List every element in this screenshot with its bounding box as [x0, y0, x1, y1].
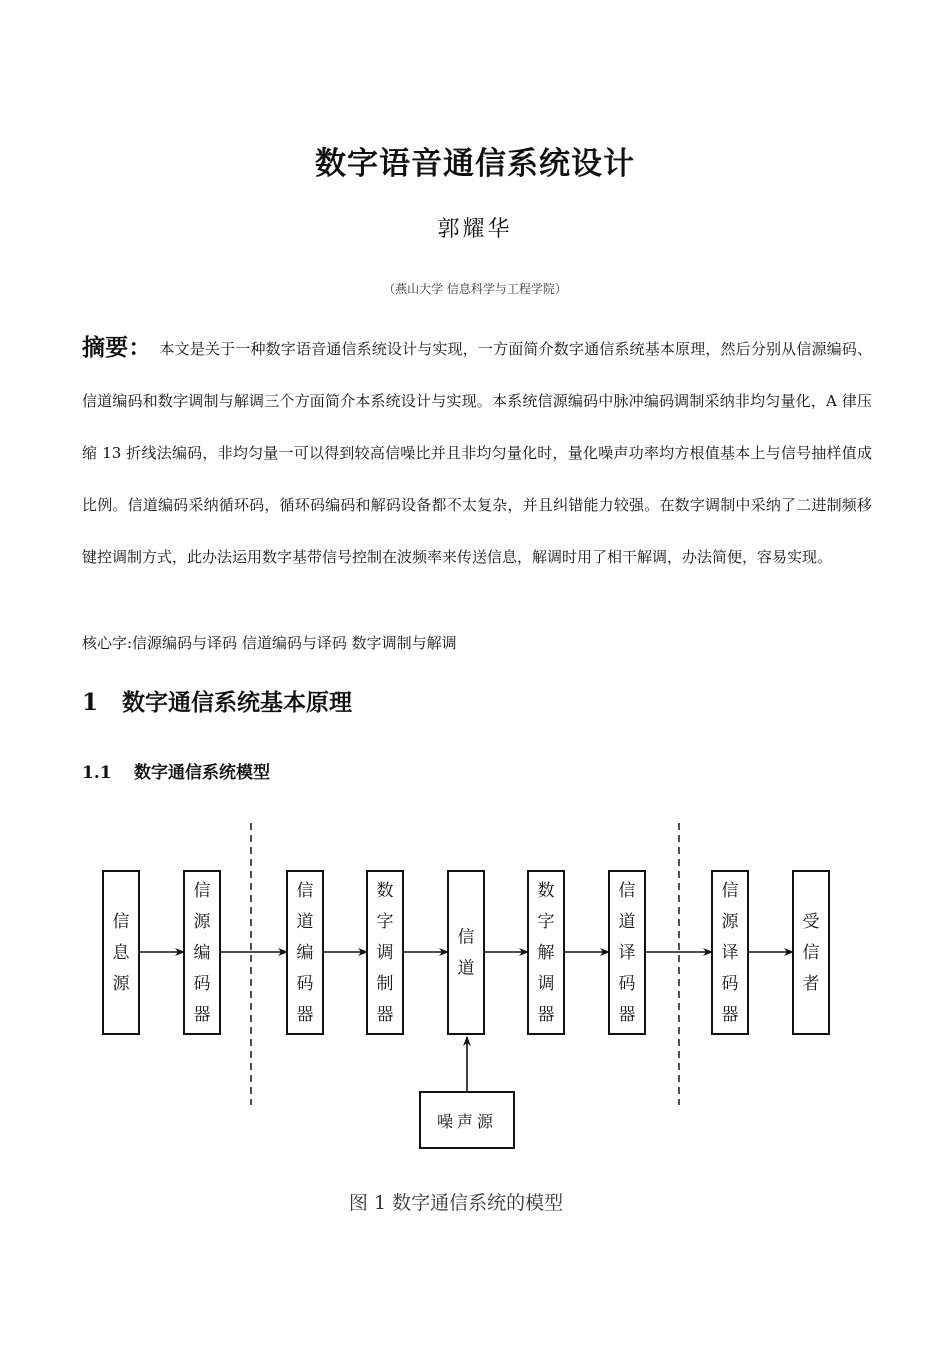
subsection-heading-1-1 — [82, 758, 270, 783]
subsection-number: 1.1 — [82, 763, 112, 783]
channel-encoder-label: 信道编码器 — [296, 881, 314, 1025]
section-title: 数字通信系统基本原理 — [122, 690, 352, 716]
abstract-paragraph — [82, 322, 872, 583]
abstract-text: 本文是关于一种数字语音通信系统设计与实现，一方面简介数字通信系统基本原理，然后分别从信源编码、信道编码和数字调制与解调三个方面简介本系统设计与实现。本系统信源编码中脉冲编码调制采纳非均匀量化，A 律压缩 13 折线法编码，非均匀量一可以得到较高信噪比并且非均匀量化时，量化噪声功率均方根值基本上与信号抽样值成比例。信道编码采纳循环码，循环码编码和解码设备都不太复杂，并且纠错能力较强。在数字调制中采纳了二进制频移键控调制方式，此办法运用数字基带信号控制在波频率来传送信息，解调时用了相干解调，办法简便，容易实现。 — [82, 340, 873, 566]
noise-source-label: 噪声源 — [436, 1112, 498, 1131]
digital-demodulator-label: 数字解调器 — [537, 881, 555, 1025]
author-affiliation: （燕山大学 信息科学与工程学院） — [383, 282, 567, 296]
subsection-title: 数字通信系统模型 — [134, 763, 270, 783]
section-heading-1 — [82, 684, 352, 717]
figure-caption: 图 1 数字通信系统的模型 — [348, 1192, 564, 1214]
keywords-line: 核心字:信源编码与译码 信道编码与译码 数字调制与解调 — [82, 634, 457, 652]
channel-block — [448, 871, 484, 1034]
communication-system-diagram — [0, 805, 950, 1225]
channel-label: 信道 — [457, 927, 475, 979]
author-name: 郭耀华 — [437, 217, 513, 242]
document-title: 数字语音通信系统设计 — [315, 146, 635, 182]
source-decoder-label: 信源译码器 — [721, 881, 739, 1025]
abstract-heading: 摘要： — [82, 335, 152, 361]
source-encoder-label: 信源编码器 — [193, 881, 211, 1025]
info-source-label: 信息源 — [112, 912, 130, 994]
digital-modulator-label: 数字调制器 — [376, 881, 394, 1025]
channel-decoder-label: 信道译码器 — [618, 881, 636, 1025]
receiver-label: 受信者 — [802, 912, 820, 994]
section-number: 1 — [82, 689, 99, 716]
